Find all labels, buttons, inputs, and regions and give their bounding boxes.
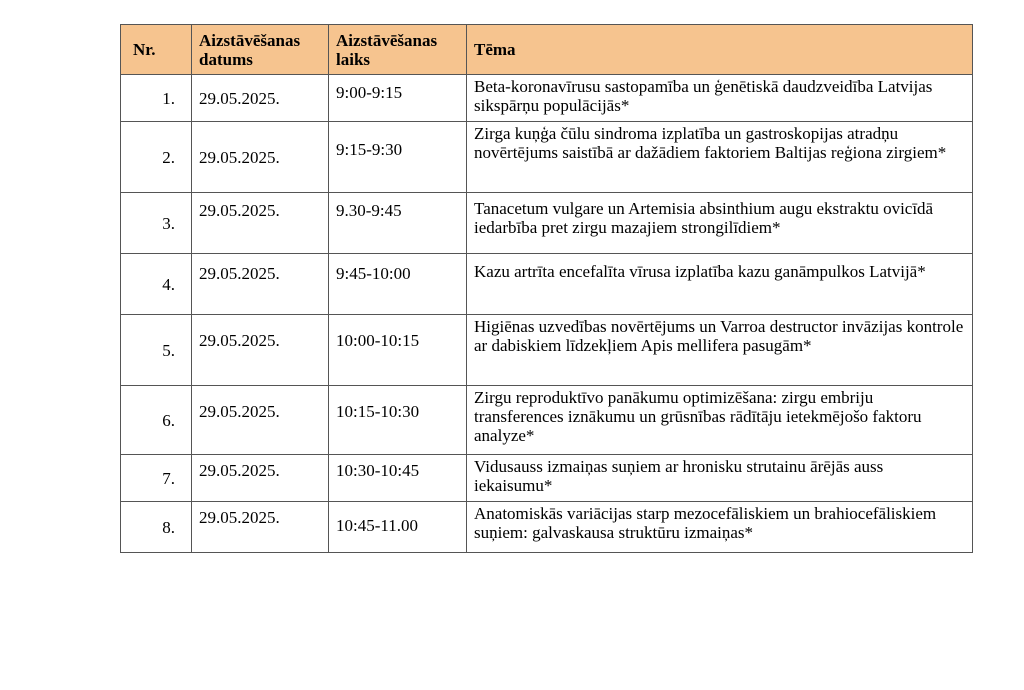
- header-nr: Nr.: [121, 25, 192, 75]
- row-nr: 3.: [121, 193, 192, 254]
- table-row: [121, 122, 973, 193]
- row-date: 29.05.2025.: [192, 122, 329, 193]
- defense-schedule-table: [120, 24, 973, 553]
- row-time: 10:15-10:30: [329, 386, 467, 455]
- row-topic: Zirga kuņģa čūlu sindroma izplatība un gastroskopijas atradņu novērtējums saistībā ar dažādiem faktoriem Baltijas reģiona zirgiem*: [467, 122, 973, 193]
- header-topic: Tēma: [467, 25, 973, 75]
- row-nr: 7.: [121, 455, 192, 502]
- row-date: 29.05.2025.: [192, 254, 329, 315]
- row-nr: 4.: [121, 254, 192, 315]
- row-time: 9:00-9:15: [329, 75, 467, 122]
- table-row: [121, 254, 973, 315]
- table-row: [121, 193, 973, 254]
- row-date: 29.05.2025.: [192, 386, 329, 455]
- row-nr: 1.: [121, 75, 192, 122]
- row-nr: 2.: [121, 122, 192, 193]
- row-time: 10:45-11.00: [329, 502, 467, 553]
- table-header: [121, 25, 973, 75]
- row-topic: Tanacetum vulgare un Artemisia absinthium augu ekstraktu ovicīdā iedarbība pret zirgu mazajiem strongilīdiem*: [467, 193, 973, 254]
- row-topic: Vidusauss izmaiņas suņiem ar hronisku strutainu ārējās auss iekaisumu*: [467, 455, 973, 502]
- row-topic: Zirgu reproduktīvo panākumu optimizēšana: zirgu embriju transferences iznākumu un grūsnības rādītāju ietekmējošo faktoru analyze*: [467, 386, 973, 455]
- row-date: 29.05.2025.: [192, 75, 329, 122]
- row-time: 10:00-10:15: [329, 315, 467, 386]
- row-time: 9:45-10:00: [329, 254, 467, 315]
- row-topic: Higiēnas uzvedības novērtējums un Varroa destructor invāzijas kontrole ar dabiskiem līdzekļiem Apis mellifera pasugām*: [467, 315, 973, 386]
- row-topic: Kazu artrīta encefalīta vīrusa izplatība kazu ganāmpulkos Latvijā*: [467, 254, 973, 315]
- row-nr: 5.: [121, 315, 192, 386]
- table-body: [121, 75, 973, 553]
- table-row: [121, 315, 973, 386]
- row-date: 29.05.2025.: [192, 315, 329, 386]
- row-topic: Anatomiskās variācijas starp mezocefāliskiem un brahiocefāliskiem suņiem: galvaskausa struktūru izmaiņas*: [467, 502, 973, 553]
- row-date: 29.05.2025.: [192, 455, 329, 502]
- row-topic: Beta-koronavīrusu sastopamība un ģenētiskā daudzveidība Latvijas sikspārņu populācijās*: [467, 75, 973, 122]
- table-row: [121, 75, 973, 122]
- row-time: 9:15-9:30: [329, 122, 467, 193]
- row-time: 10:30-10:45: [329, 455, 467, 502]
- header-date-line1: Aizstāvēšanas: [199, 30, 301, 50]
- table-row: [121, 502, 973, 553]
- header-time-line2: laiks: [336, 49, 371, 69]
- header-time: [329, 25, 467, 75]
- header-date-line2: datums: [199, 49, 253, 69]
- table-row: [121, 455, 973, 502]
- row-time: 9.30-9:45: [329, 193, 467, 254]
- table-row: [121, 386, 973, 455]
- header-date: [192, 25, 329, 75]
- header-time-line1: Aizstāvēšanas: [336, 30, 438, 50]
- row-nr: 6.: [121, 386, 192, 455]
- row-nr: 8.: [121, 502, 192, 553]
- row-date: 29.05.2025.: [192, 193, 329, 254]
- header-row: [121, 25, 973, 75]
- row-date: 29.05.2025.: [192, 502, 329, 553]
